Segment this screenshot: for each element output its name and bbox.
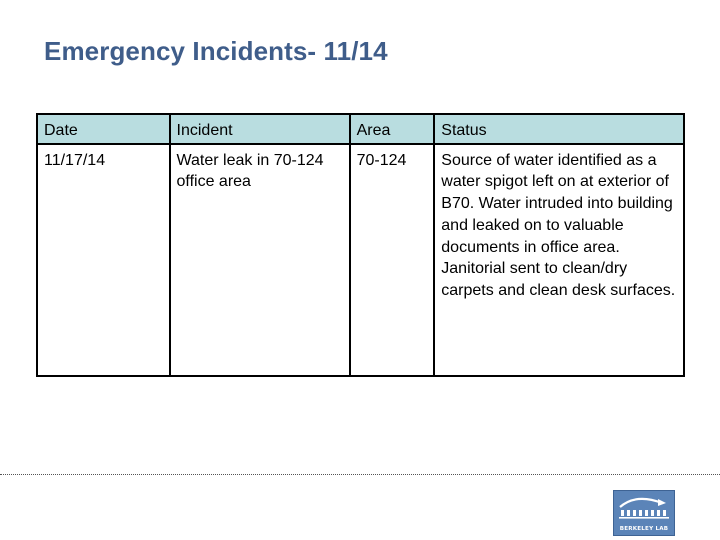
incidents-table [36,113,685,377]
berkeley-lab-emblem-icon [614,491,674,523]
berkeley-lab-logo [613,490,675,536]
column-header-incident: Incident [170,114,350,144]
column-header-date: Date [37,114,170,144]
table-header-row [37,114,684,144]
slide-title: Emergency Incidents- 11/14 [44,36,388,66]
cell-area: 70-124 [350,144,435,376]
table-row [37,144,684,376]
cell-status: Source of water identified as a water spigot left on at exterior of B70. Water intruded into building and leaked on to valuable documents in office area. Janitorial sent to clean/dry carpets and clean desk surfaces. [434,144,684,376]
logo-wordmark: BERKELEY LAB [619,526,669,532]
column-header-status: Status [434,114,684,144]
cell-date: 11/17/14 [37,144,170,376]
column-header-area: Area [350,114,435,144]
cell-incident: Water leak in 70-124 office area [170,144,350,376]
footer-divider [0,474,720,475]
